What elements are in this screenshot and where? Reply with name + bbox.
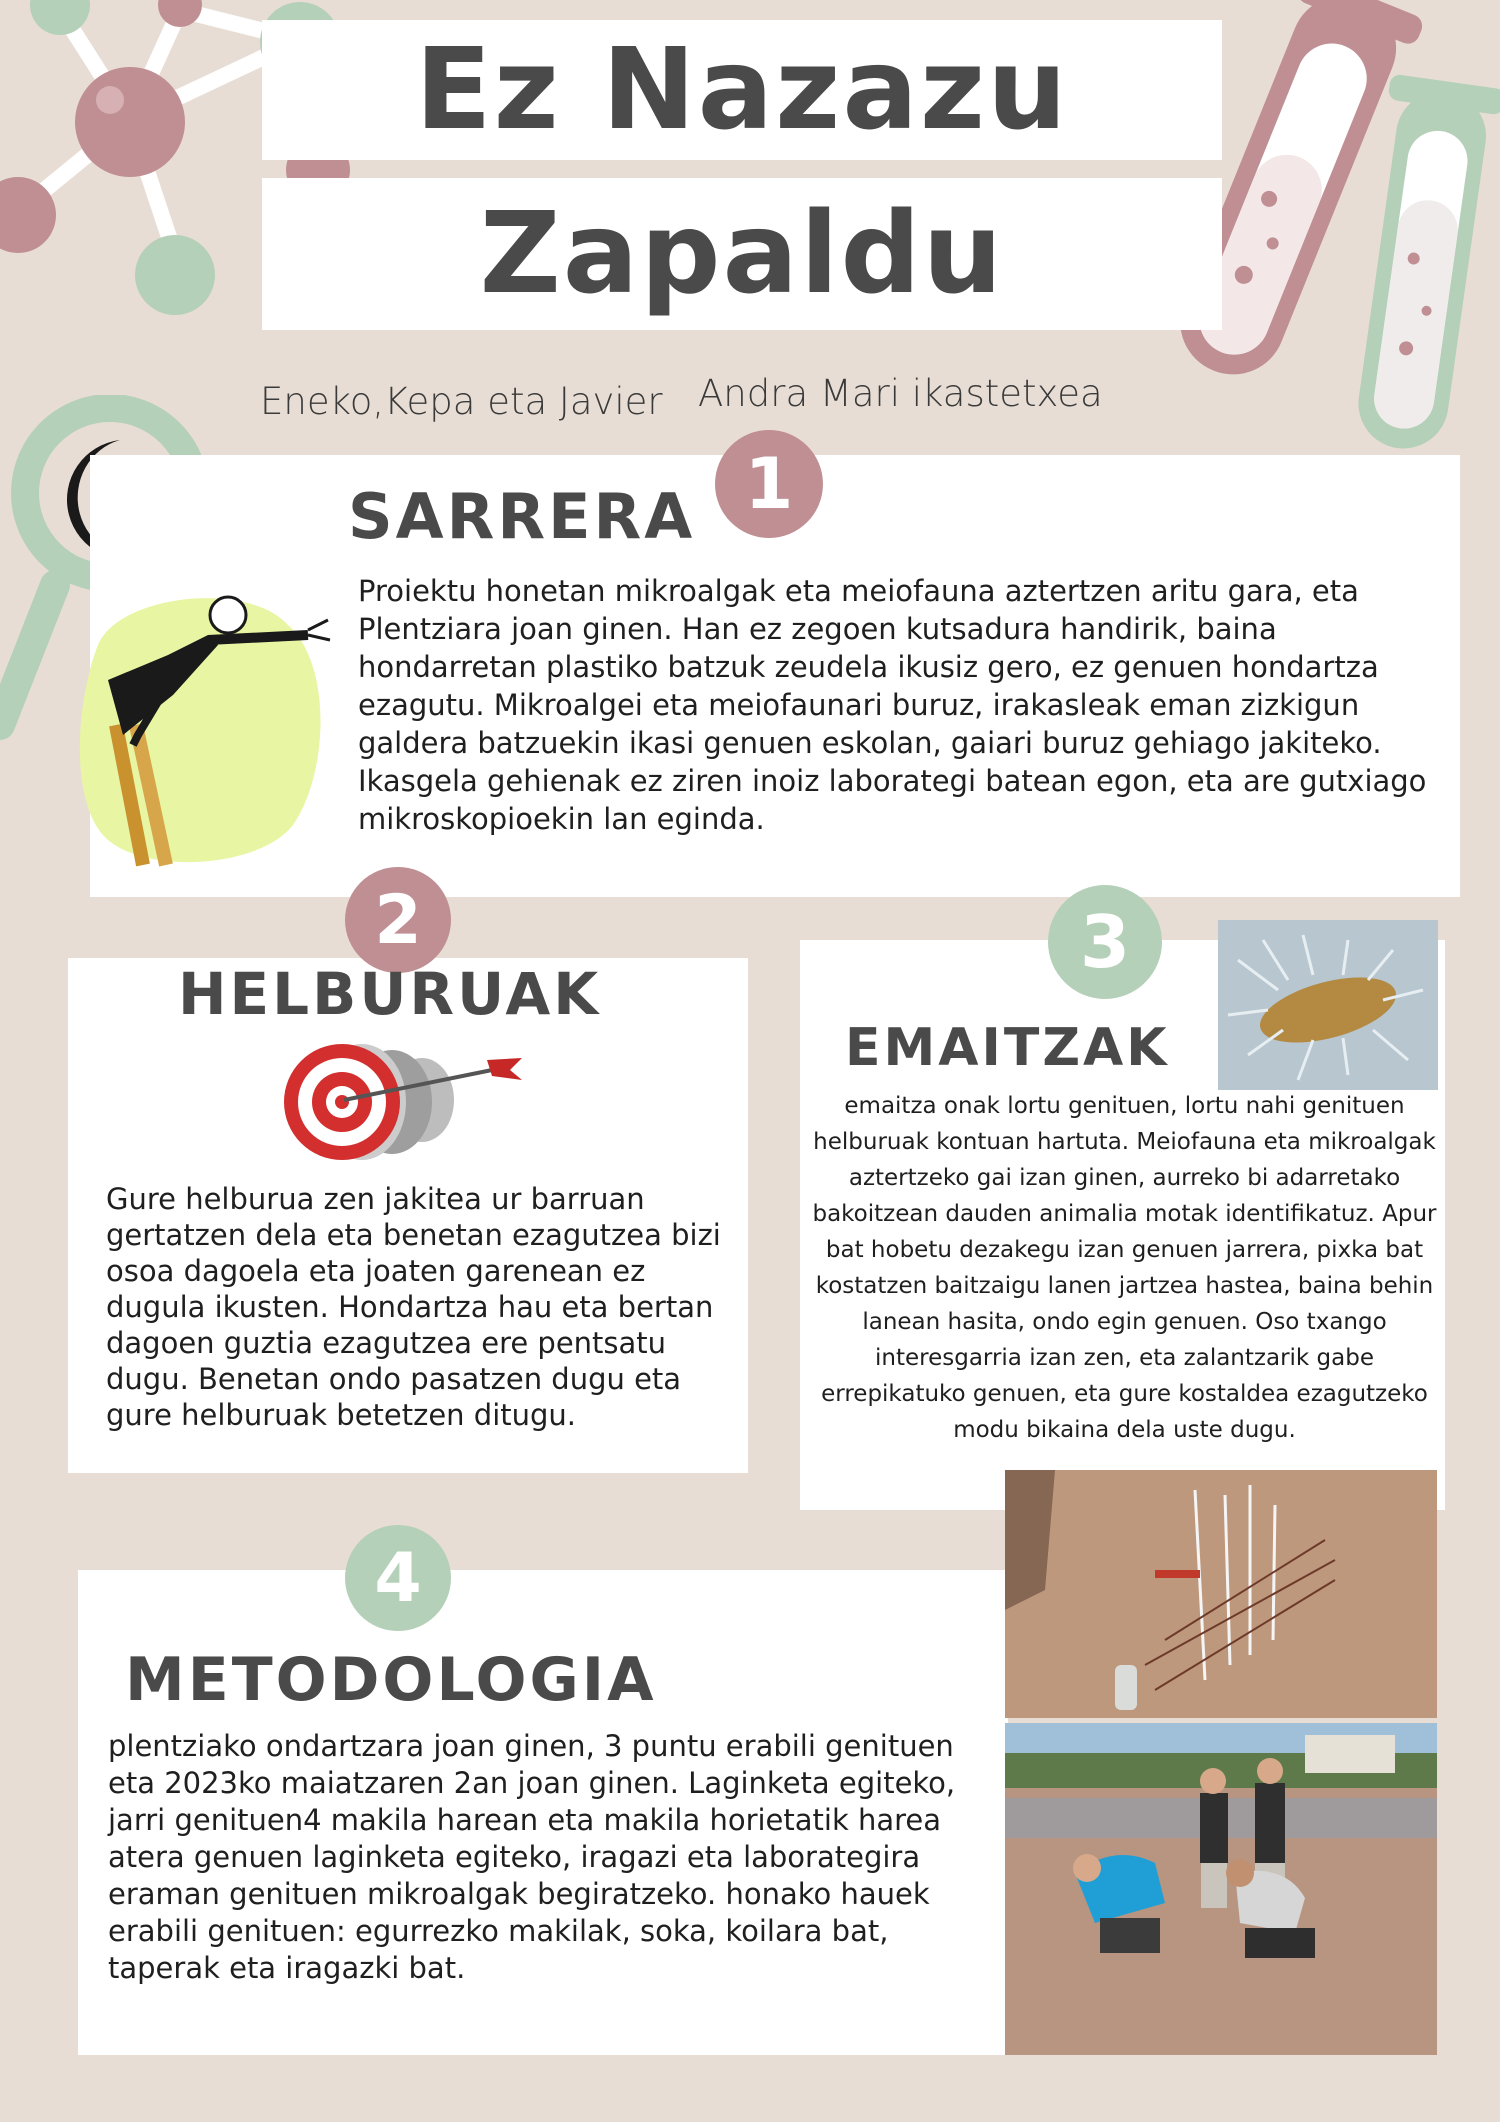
target-icon <box>272 1038 532 1168</box>
section-badge-2: 2 <box>345 867 451 973</box>
businessman-illustration <box>78 585 343 875</box>
sand-sticks-photo <box>1005 1470 1437 1718</box>
section-badge-3: 3 <box>1048 885 1162 999</box>
section-badge-1: 1 <box>715 430 823 538</box>
school: Andra Mari ikastetxea <box>698 372 1103 415</box>
title-line-2: Zapaldu <box>262 178 1222 330</box>
metodologia-text: plentziako ondartzara joan ginen, 3 puntu erabili genituen eta 2023ko maiatzaren 2an joan ginen. Laginketa egiteko, jarri genituen4 makila harean eta makila horietatik harea atera genuen laginketa egiteko, iragazi eta laborategira eraman genituen mikroalgak begiratzeko. honako hauek erabili genituen: egurrezko makilak, soka, koilara bat, taperak eta iragazki bat. <box>108 1729 956 1985</box>
section-badge-4: 4 <box>345 1525 451 1631</box>
title-line-1: Ez Nazazu <box>262 20 1222 160</box>
emaitzak-heading: EMAITZAK <box>845 1018 1170 1078</box>
helburuak-text: Gure helburua zen jakitea ur barruan gertatzen dela eta benetan ezagutzea bizi osoa dagoela eta joaten garenean ez dugula ikusten. Hondartza hau eta bertan dagoen guztia ezagutzea ere pentsatu dugu. Benetan ondo pasatzen dugu eta gure helburuak betetzen ditugu. <box>106 1182 721 1432</box>
metodologia-heading: METODOLOGIA <box>125 1645 657 1715</box>
emaitzak-text: emaitza onak lortu genituen, lortu nahi genituen helburuak kontuan hartuta. Meiofauna eta mikroalgak aztertzeko gai izan ginen, aurreko bi adarretako bakoitzean dauden animalia motak identifikatuz. Apur bat hobetu dezakegu izan genuen jarrera, pixka bat kostatzen baitzaigu lanen jartzea hastea, baina behin lanean hasita, ondo egin genuen. Oso txango interesgarria izan zen, eta zalantzarik gabe errepikatuko genuen, eta gure kostaldea ezagutzeko modu bikaina dela uste dugu. <box>812 1093 1437 1443</box>
sarrera-text: Proiektu honetan mikroalgak eta meiofauna aztertzen aritu gara, eta Plentziara joan ginen. Han ez zegoen kutsadura handirik, baina hondarretan plastiko batzuk zeudela ikusiz gero, ez genuen hondartza ezagutu. Mikroalgei eta meiofaunari buruz, irakasleak eman zizkigun galdera batzuekin ikasi genuen eskolan, gaiari buruz gehiago jakiteko. Ikasgela gehienak ez ziren inoiz laborategi batean egon, eta are gutxiago mikroskopioekin lan eginda. <box>358 574 1427 836</box>
students-beach-photo <box>1005 1723 1437 2055</box>
sarrera-heading: SARRERA <box>348 480 696 553</box>
microorganism-photo <box>1218 920 1438 1090</box>
helburuak-heading: HELBURUAK <box>178 960 602 1028</box>
authors: Eneko,Kepa eta Javier <box>260 380 663 423</box>
